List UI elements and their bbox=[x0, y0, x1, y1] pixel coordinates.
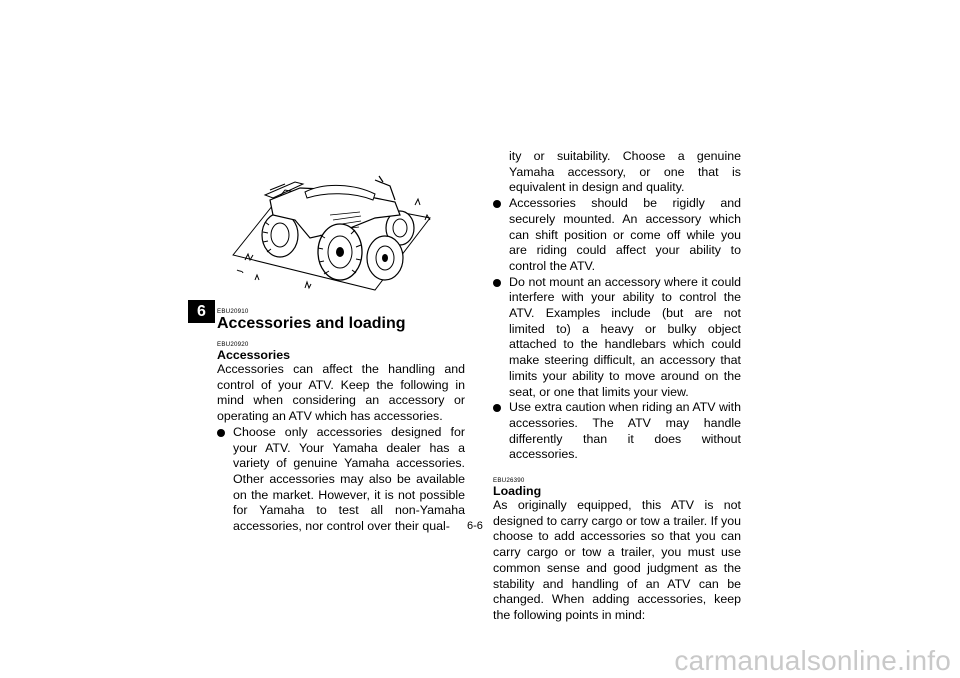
document-code: EBU20910 bbox=[217, 308, 249, 315]
document-code: EBU26390 bbox=[493, 477, 525, 485]
list-item-text: Do not mount an accessory where it could interfere with your ability to control the ATV. Examples include (but are not limited to) a heavy or bulky object attached to the handlebars which could make steering difficult, an accessory that limits your ability to move around on the seat, or one that limits your view. bbox=[509, 274, 741, 399]
loading-paragraph: As originally equipped, this ATV is not designed to carry cargo or tow a trailer. If you choose to add accessories so that you can carry cargo or tow a trailer, you must use common sense and good judgment as the stability and handling of an ATV can be changed. When adding accessories, keep the following points in mind: bbox=[493, 498, 741, 622]
list-item-continued: ity or suitability. Choose a genuine Yamaha accessory, or one that is equivalent in design and quality. bbox=[509, 149, 741, 195]
list-item-text: Accessories should be rigidly and securely mounted. An accessory which can shift position or come off while you are riding could affect your ability to control the ATV. bbox=[509, 196, 741, 273]
left-column bbox=[217, 308, 465, 535]
intro-paragraph: Accessories can affect the handling and control of your ATV. Keep the following in mind when considering an accessory or operating an ATV which has accessories. bbox=[217, 362, 465, 424]
section-tab: 6 bbox=[188, 300, 215, 323]
watermark: carmanualsonline.info bbox=[674, 645, 951, 676]
page-number: 6-6 bbox=[467, 520, 483, 532]
list-item bbox=[217, 425, 465, 535]
bullet-icon bbox=[493, 404, 501, 412]
document-code: EBU20920 bbox=[217, 341, 249, 348]
list-item-text: Use extra caution when riding an ATV with accessories. The ATV may handle differently than it does without accessories. bbox=[509, 400, 741, 462]
list-item bbox=[493, 196, 741, 275]
bullet-icon bbox=[217, 429, 225, 437]
section-heading: Accessories and loading bbox=[217, 315, 406, 332]
subheading-loading: Loading bbox=[493, 484, 542, 499]
list-item bbox=[493, 400, 741, 463]
list-item bbox=[493, 275, 741, 401]
bullet-icon bbox=[493, 200, 501, 208]
subheading-accessories: Accessories bbox=[217, 348, 291, 362]
bullet-icon bbox=[493, 279, 501, 287]
atv-illustration bbox=[225, 160, 450, 295]
right-column bbox=[493, 149, 741, 624]
list-item-text: Choose only accessories designed for your ATV. Your Yamaha dealer has a variety of genuine Yamaha accessories. Other accessories may also be available on the market. However, it is not possible for Yamaha to test all non-Yamaha accessories, nor control over their qual- bbox=[233, 424, 465, 534]
